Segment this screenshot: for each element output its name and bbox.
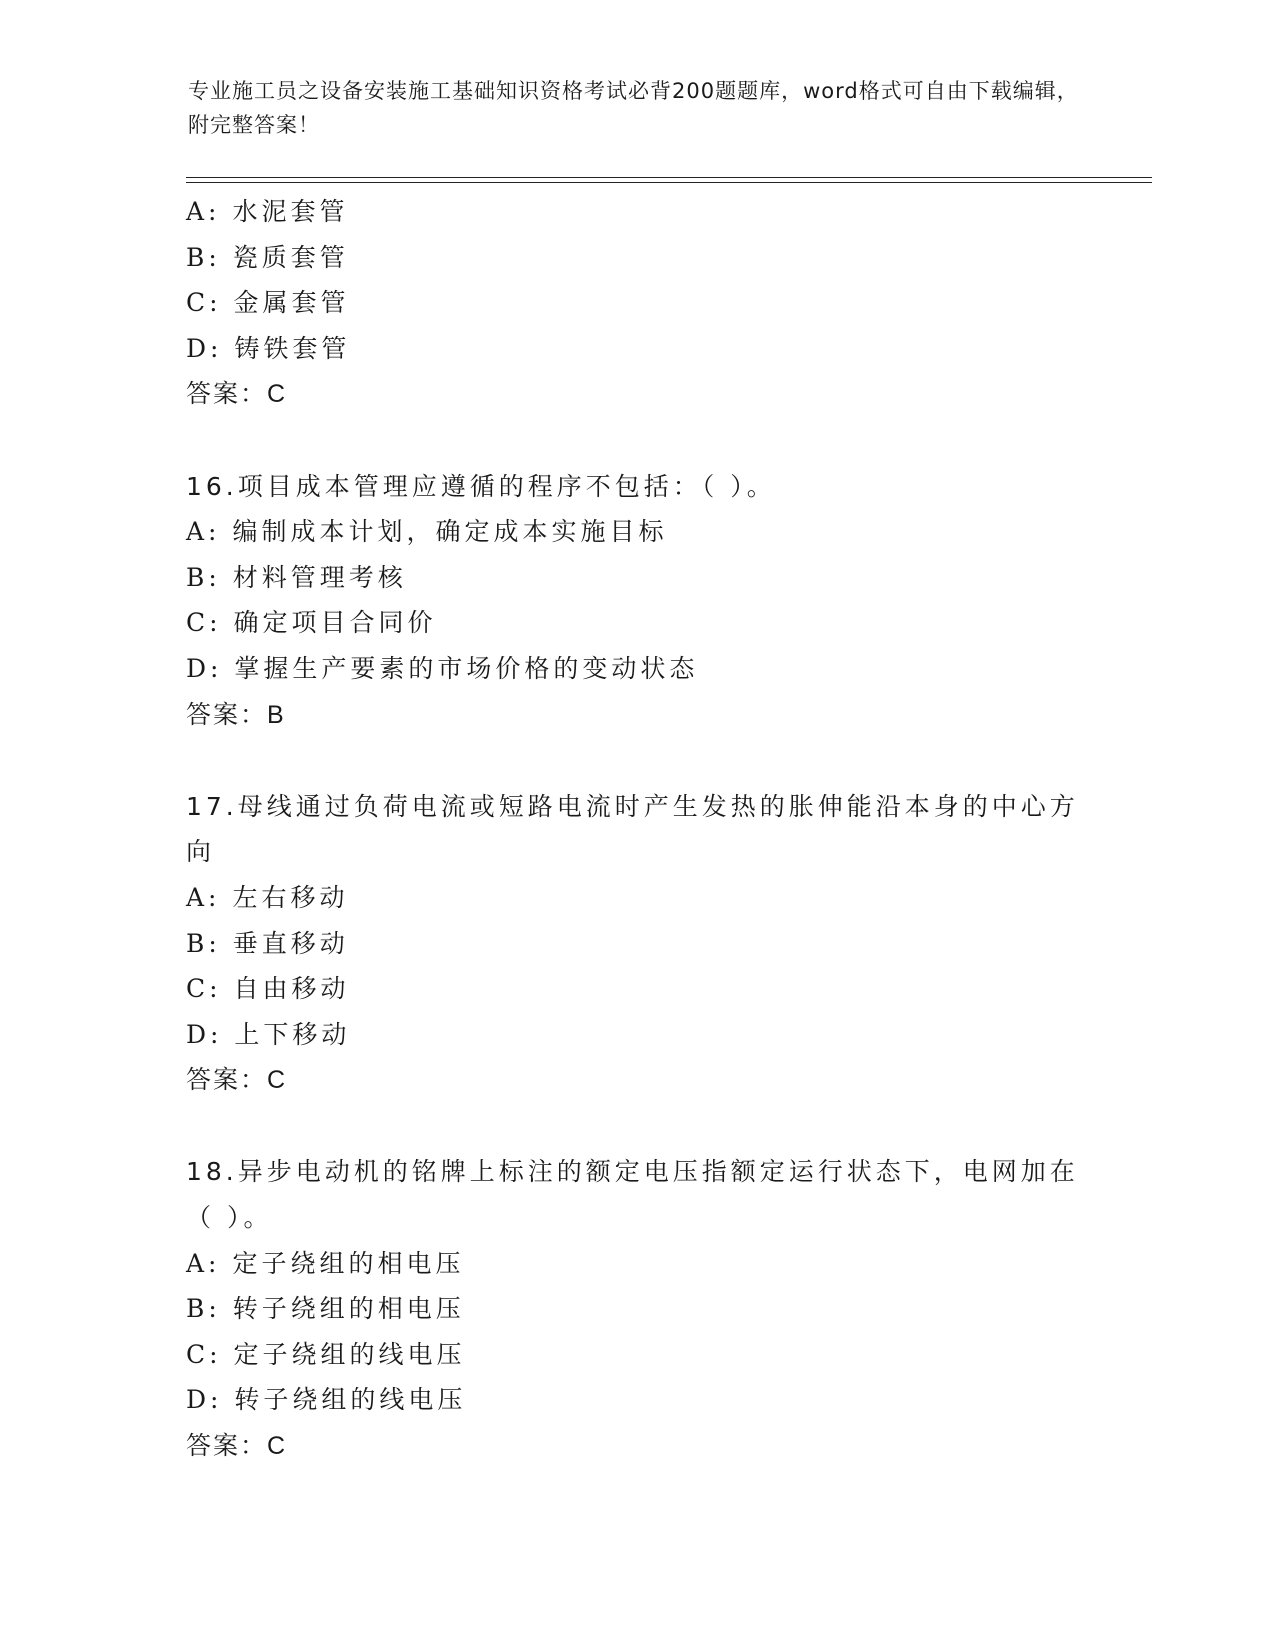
question-text: 18.异步电动机的铭牌上标注的额定电压指额定运行状态下，电网加在（ ）。 (186, 1157, 1079, 1233)
option-a: A: 水泥套管 (186, 197, 349, 226)
document-header: 专业施工员之设备安装施工基础知识资格考试必背200题题库，word格式可自由下载编辑，附完整答案！ (188, 79, 1079, 137)
option-c: C: 自由移动 (186, 974, 350, 1004)
option-b: B: 垂直移动 (186, 928, 349, 958)
option-b: B: 转子绕组的相电压 (186, 1294, 465, 1324)
option-b: B: 瓷质套管 (186, 242, 349, 272)
spacer (186, 1104, 1106, 1150)
option-c: C: 金属套管 (186, 288, 350, 318)
question-block (186, 464, 1106, 739)
option-d: D: 转子绕组的线电压 (186, 1385, 467, 1415)
option-a: A: 编制成本计划，确定成本实施目标 (186, 517, 668, 547)
answer-line: 答案：B (186, 699, 285, 729)
option-c: C: 确定项目合同价 (186, 608, 437, 638)
option-d: D: 铸铁套管 (186, 333, 351, 363)
question-block (186, 1149, 1106, 1469)
question-text: 17.母线通过负荷电流或短路电流时产生发热的胀伸能沿本身的中心方向 (186, 791, 1079, 867)
answer-line: 答案：C (186, 379, 287, 409)
spacer (186, 418, 1106, 464)
answer-value: C (267, 1432, 287, 1461)
question-block (186, 189, 1106, 418)
option-a: A: 定子绕组的相电压 (186, 1248, 465, 1278)
answer-value: C (267, 1066, 287, 1095)
answer-line: 答案：C (186, 1431, 287, 1461)
option-d: D: 掌握生产要素的市场价格的变动状态 (186, 653, 699, 683)
answer-line: 答案：C (186, 1065, 287, 1095)
option-a: A: 左右移动 (186, 882, 349, 912)
question-text: 16.项目成本管理应遵循的程序不包括：（ ）。 (186, 471, 776, 501)
option-d: D: 上下移动 (186, 1019, 351, 1049)
header-double-rule (186, 177, 1152, 183)
question-list (186, 189, 1106, 1470)
question-block (186, 784, 1106, 1104)
answer-value: B (267, 700, 285, 729)
option-b: B: 材料管理考核 (186, 562, 407, 592)
answer-value: C (267, 380, 287, 409)
option-c: C: 定子绕组的线电压 (186, 1339, 466, 1369)
spacer (186, 738, 1106, 784)
